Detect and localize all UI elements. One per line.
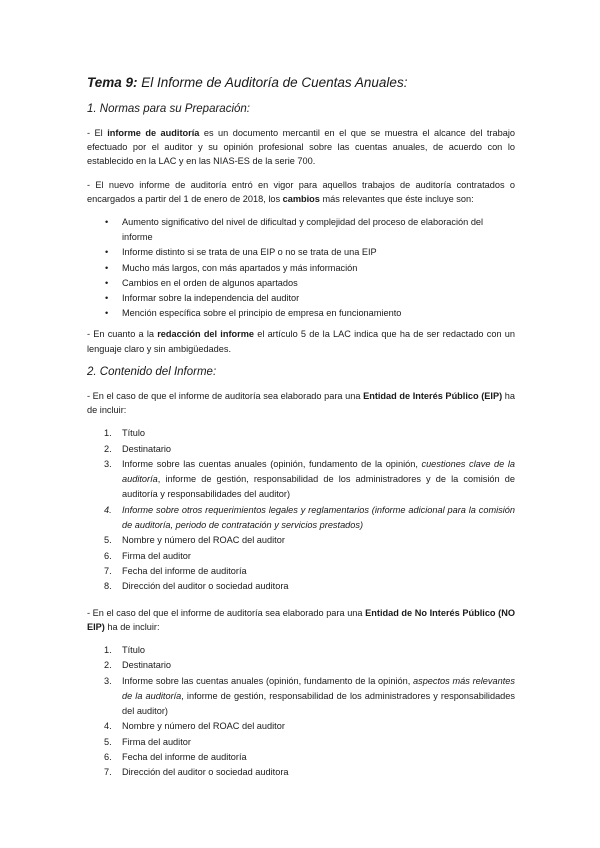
section-heading-contenido: 2. Contenido del Informe: <box>87 365 217 378</box>
list-number: 1. <box>104 428 112 439</box>
text-run: más relevantes que éste incluye son: <box>319 193 474 204</box>
list-number: 5. <box>104 736 112 747</box>
list-item <box>87 579 515 594</box>
list-item <box>87 674 515 720</box>
title-text: El Informe de Auditoría de Cuentas Anuales: <box>137 75 408 90</box>
list-item <box>87 719 515 734</box>
bullet-icon: • <box>105 247 109 258</box>
document-body <box>87 74 515 792</box>
list-item <box>87 658 515 673</box>
list-item <box>87 750 515 765</box>
list-item <box>87 245 515 260</box>
text-run: - En el caso del que el informe de auditoría sea elaborado para una <box>87 607 366 618</box>
list-item-text: Firma del auditor <box>122 736 191 747</box>
text-run: - El nuevo informe de auditoría entró en vigor para aquellos trabajos de auditoría contratados o encargados a partir del 1 de enero de 2018, los <box>87 179 515 204</box>
list-item-text: Informe sobre las cuentas anuales (opinión, fundamento de la opinión, <box>122 458 422 469</box>
list-item-text: Informe sobre las cuentas anuales (opinión, fundamento de la opinión, <box>122 675 413 686</box>
paragraph-new-report <box>87 178 515 206</box>
list-number: 6. <box>104 550 112 561</box>
bold-term: Entidad de Interés Público (EIP) <box>363 390 503 401</box>
paragraph-no-eip <box>87 606 515 634</box>
list-item-text: Dirección del auditor o sociedad auditora <box>122 767 289 778</box>
italic-term: aspectos más relevantes de la auditoría <box>122 675 515 701</box>
list-item <box>87 306 515 321</box>
section-heading-normas: 1. Normas para su Preparación: <box>87 103 250 115</box>
list-item <box>87 457 515 503</box>
list-item-text: , informe de gestión, responsabilidad de los administradores y responsabilidades del auditor) <box>122 690 515 717</box>
list-item <box>87 442 515 457</box>
list-number: 3. <box>104 675 112 686</box>
list-item-text: Nombre y número del ROAC del auditor <box>122 535 285 546</box>
bold-term: Entidad de No Interés Público (NO EIP) <box>87 607 515 632</box>
list-number: 2. <box>104 443 112 454</box>
list-item-text: Fecha del informe de auditoría <box>122 752 247 762</box>
list-number: 3. <box>104 458 112 469</box>
bold-term: informe de auditoría <box>107 128 200 138</box>
bold-term: redacción del informe <box>157 329 254 340</box>
bullet-icon: • <box>105 308 109 319</box>
list-number: 2. <box>104 660 112 671</box>
list-item-text: Aumento significativo del nivel de dificultad y complejidad del proceso de elaboración del informe <box>122 217 484 243</box>
list-item-text: Informe distinto si se trata de una EIP o no se trata de una EIP <box>122 247 377 258</box>
list-item-text: Cambios en el orden de algunos apartados <box>122 277 298 288</box>
list-item-text: Firma del auditor <box>122 550 191 561</box>
list-item-text: Mención específica sobre el principio de empresa en funcionamiento <box>122 308 402 319</box>
list-item <box>87 291 515 306</box>
bullet-icon: • <box>105 217 109 228</box>
list-item <box>87 261 515 276</box>
no-eip-contents-list <box>87 643 515 781</box>
text-run: es un documento mercantil en el que se muestra el alcance del trabajo efectuado por el auditor y su opinión profesional sobre las cuentas anuales, de acuerdo con lo establecido en la LAC y en las NIAS-ES de la serie 700. <box>87 128 515 167</box>
list-item-text: Informe sobre otros requerimientos legales y reglamentarios (informe adicional para la comisión de auditoría, periodo de contratación y servicios prestados) <box>122 504 515 531</box>
list-item <box>87 426 515 441</box>
list-item-text: Nombre y número del ROAC del auditor <box>122 721 285 732</box>
list-item <box>87 765 515 780</box>
text-run: - En el caso de que el informe de auditoría sea elaborado para una <box>87 390 364 401</box>
list-item-text: , informe de gestión, responsabilidad de los administradores y de la comisión de auditoría y responsabilidades del auditor) <box>122 474 515 500</box>
text-run: ha de incluir: <box>87 390 515 416</box>
list-item <box>87 503 515 534</box>
bullet-icon: • <box>105 262 109 273</box>
list-item-text: Destinatario <box>122 660 172 671</box>
list-item <box>87 643 515 658</box>
list-item-text: Dirección del auditor o sociedad auditora <box>122 581 289 592</box>
list-item <box>87 549 515 564</box>
list-number: 1. <box>104 644 112 655</box>
paragraph-definition <box>87 126 515 169</box>
text-run: - En cuanto a la <box>87 329 158 340</box>
paragraph-redaction <box>87 327 515 355</box>
page-title <box>87 74 515 91</box>
list-number: 7. <box>104 565 112 576</box>
eip-contents-list <box>87 426 515 594</box>
list-number: 8. <box>104 581 112 592</box>
bold-term: cambios <box>282 193 320 204</box>
list-item-text: Título <box>122 644 145 655</box>
list-number: 4. <box>104 504 112 515</box>
bullet-icon: • <box>105 277 109 288</box>
italic-term: cuestiones clave de la auditoría <box>122 458 515 485</box>
list-item <box>87 276 515 291</box>
list-item-text: Mucho más largos, con más apartados y más información <box>122 262 358 273</box>
text-run: - El <box>87 128 108 138</box>
list-number: 4. <box>104 721 112 732</box>
list-item-text: Informar sobre la independencia del auditor <box>122 293 300 304</box>
list-item-text: Destinatario <box>122 443 172 454</box>
list-item <box>87 533 515 548</box>
paragraph-eip <box>87 389 515 417</box>
list-number: 7. <box>104 767 112 778</box>
list-item-text: Título <box>122 428 145 439</box>
changes-list <box>87 215 515 321</box>
text-run: el artículo 5 de la LAC indica que ha de ser redactado con un lenguaje claro y sin ambigüedades. <box>87 329 515 354</box>
bullet-icon: • <box>105 293 109 304</box>
title-prefix: Tema 9: <box>87 75 138 90</box>
list-item <box>87 564 515 579</box>
list-item <box>87 215 515 245</box>
list-item <box>87 735 515 750</box>
list-item-text: Fecha del informe de auditoría <box>122 565 247 576</box>
text-run: ha de incluir: <box>104 621 160 632</box>
list-number: 5. <box>104 535 112 546</box>
list-number: 6. <box>104 752 112 762</box>
